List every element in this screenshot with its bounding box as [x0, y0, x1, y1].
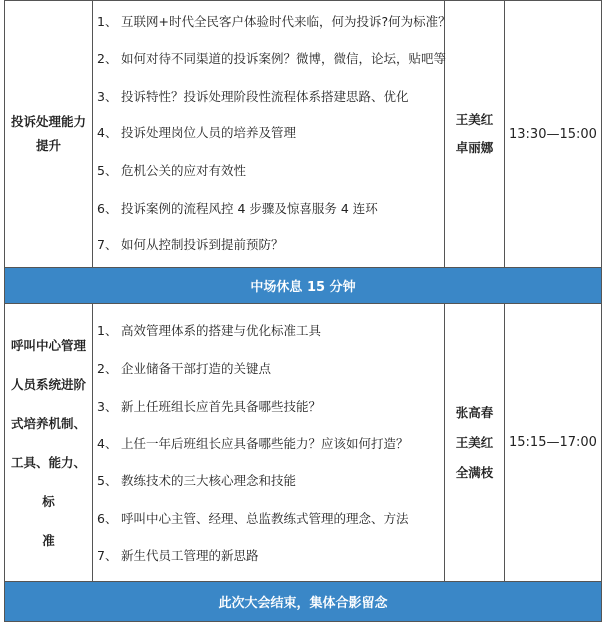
session-topic — [5, 304, 93, 581]
break-band — [5, 267, 601, 304]
list-item: 3、 新上任班组长应首先具备哪些技能？ — [97, 399, 322, 414]
speaker-name: 王美红 — [455, 112, 494, 127]
time-range: 13:30—15:00 — [509, 126, 597, 142]
break-text: 中场休息 15 分钟 — [250, 280, 356, 295]
session-time — [505, 1, 601, 267]
speaker-name: 王美红 — [455, 434, 494, 450]
list-item: 5、 教练技术的三大核心理念和技能 — [97, 473, 297, 488]
list-item: 2、 企业储备干部打造的关键点 — [97, 361, 272, 376]
session-items — [93, 1, 451, 267]
list-item: 7、 如何从控制投诉到提前预防？ — [97, 237, 284, 252]
list-item: 7、 新生代员工管理的新思路 — [97, 548, 259, 563]
list-item: 6、 呼叫中心主管、经理、总监教练式管理的理念、方法 — [97, 511, 409, 526]
topic-line: 式培养机制、 — [10, 415, 86, 431]
session-row-1 — [5, 1, 601, 267]
list-item: 4、 投诉处理岗位人员的培养及管理 — [97, 125, 297, 140]
speaker-name: 卓丽娜 — [455, 140, 494, 155]
topic-line: 提升 — [35, 138, 61, 153]
topic-line: 工具、能力、标 — [10, 454, 86, 509]
time-range: 15:15—17:00 — [509, 435, 597, 450]
topic-line: 投诉处理能力 — [10, 114, 86, 129]
session-speakers — [445, 304, 505, 581]
list-item: 5、 危机公关的应对有效性 — [97, 163, 247, 178]
session-row-2 — [5, 304, 601, 581]
topic-line: 呼叫中心管理 — [10, 337, 86, 353]
end-band — [5, 581, 601, 621]
list-item: 6、 投诉案例的流程风控 4 步骤及惊喜服务 4 连环 — [97, 201, 378, 216]
speaker-name: 全满枝 — [455, 464, 494, 480]
session-items — [93, 304, 445, 581]
agenda-table — [4, 0, 602, 622]
speaker-name: 张高春 — [455, 404, 494, 420]
end-text: 此次大会结束，集体合影留念 — [218, 596, 388, 611]
list-item: 4、 上任一年后班组长应具备哪些能力？应该如何打造？ — [97, 436, 409, 451]
list-item: 1、 互联网+时代全民客户体验时代来临，何为投诉?何为标准？ — [97, 14, 451, 29]
list-item: 2、 如何对待不同渠道的投诉案例？微博，微信，论坛，贴吧等 — [97, 51, 447, 66]
list-item: 1、 高效管理体系的搭建与优化标准工具 — [97, 323, 322, 338]
session-speakers — [445, 1, 505, 267]
list-item: 3、 投诉特性？投诉处理阶段性流程体系搭建思路、优化 — [97, 89, 409, 104]
session-time — [505, 304, 601, 581]
topic-line: 人员系统进阶 — [10, 376, 86, 392]
session-topic — [5, 1, 93, 267]
topic-line: 准 — [42, 532, 55, 548]
